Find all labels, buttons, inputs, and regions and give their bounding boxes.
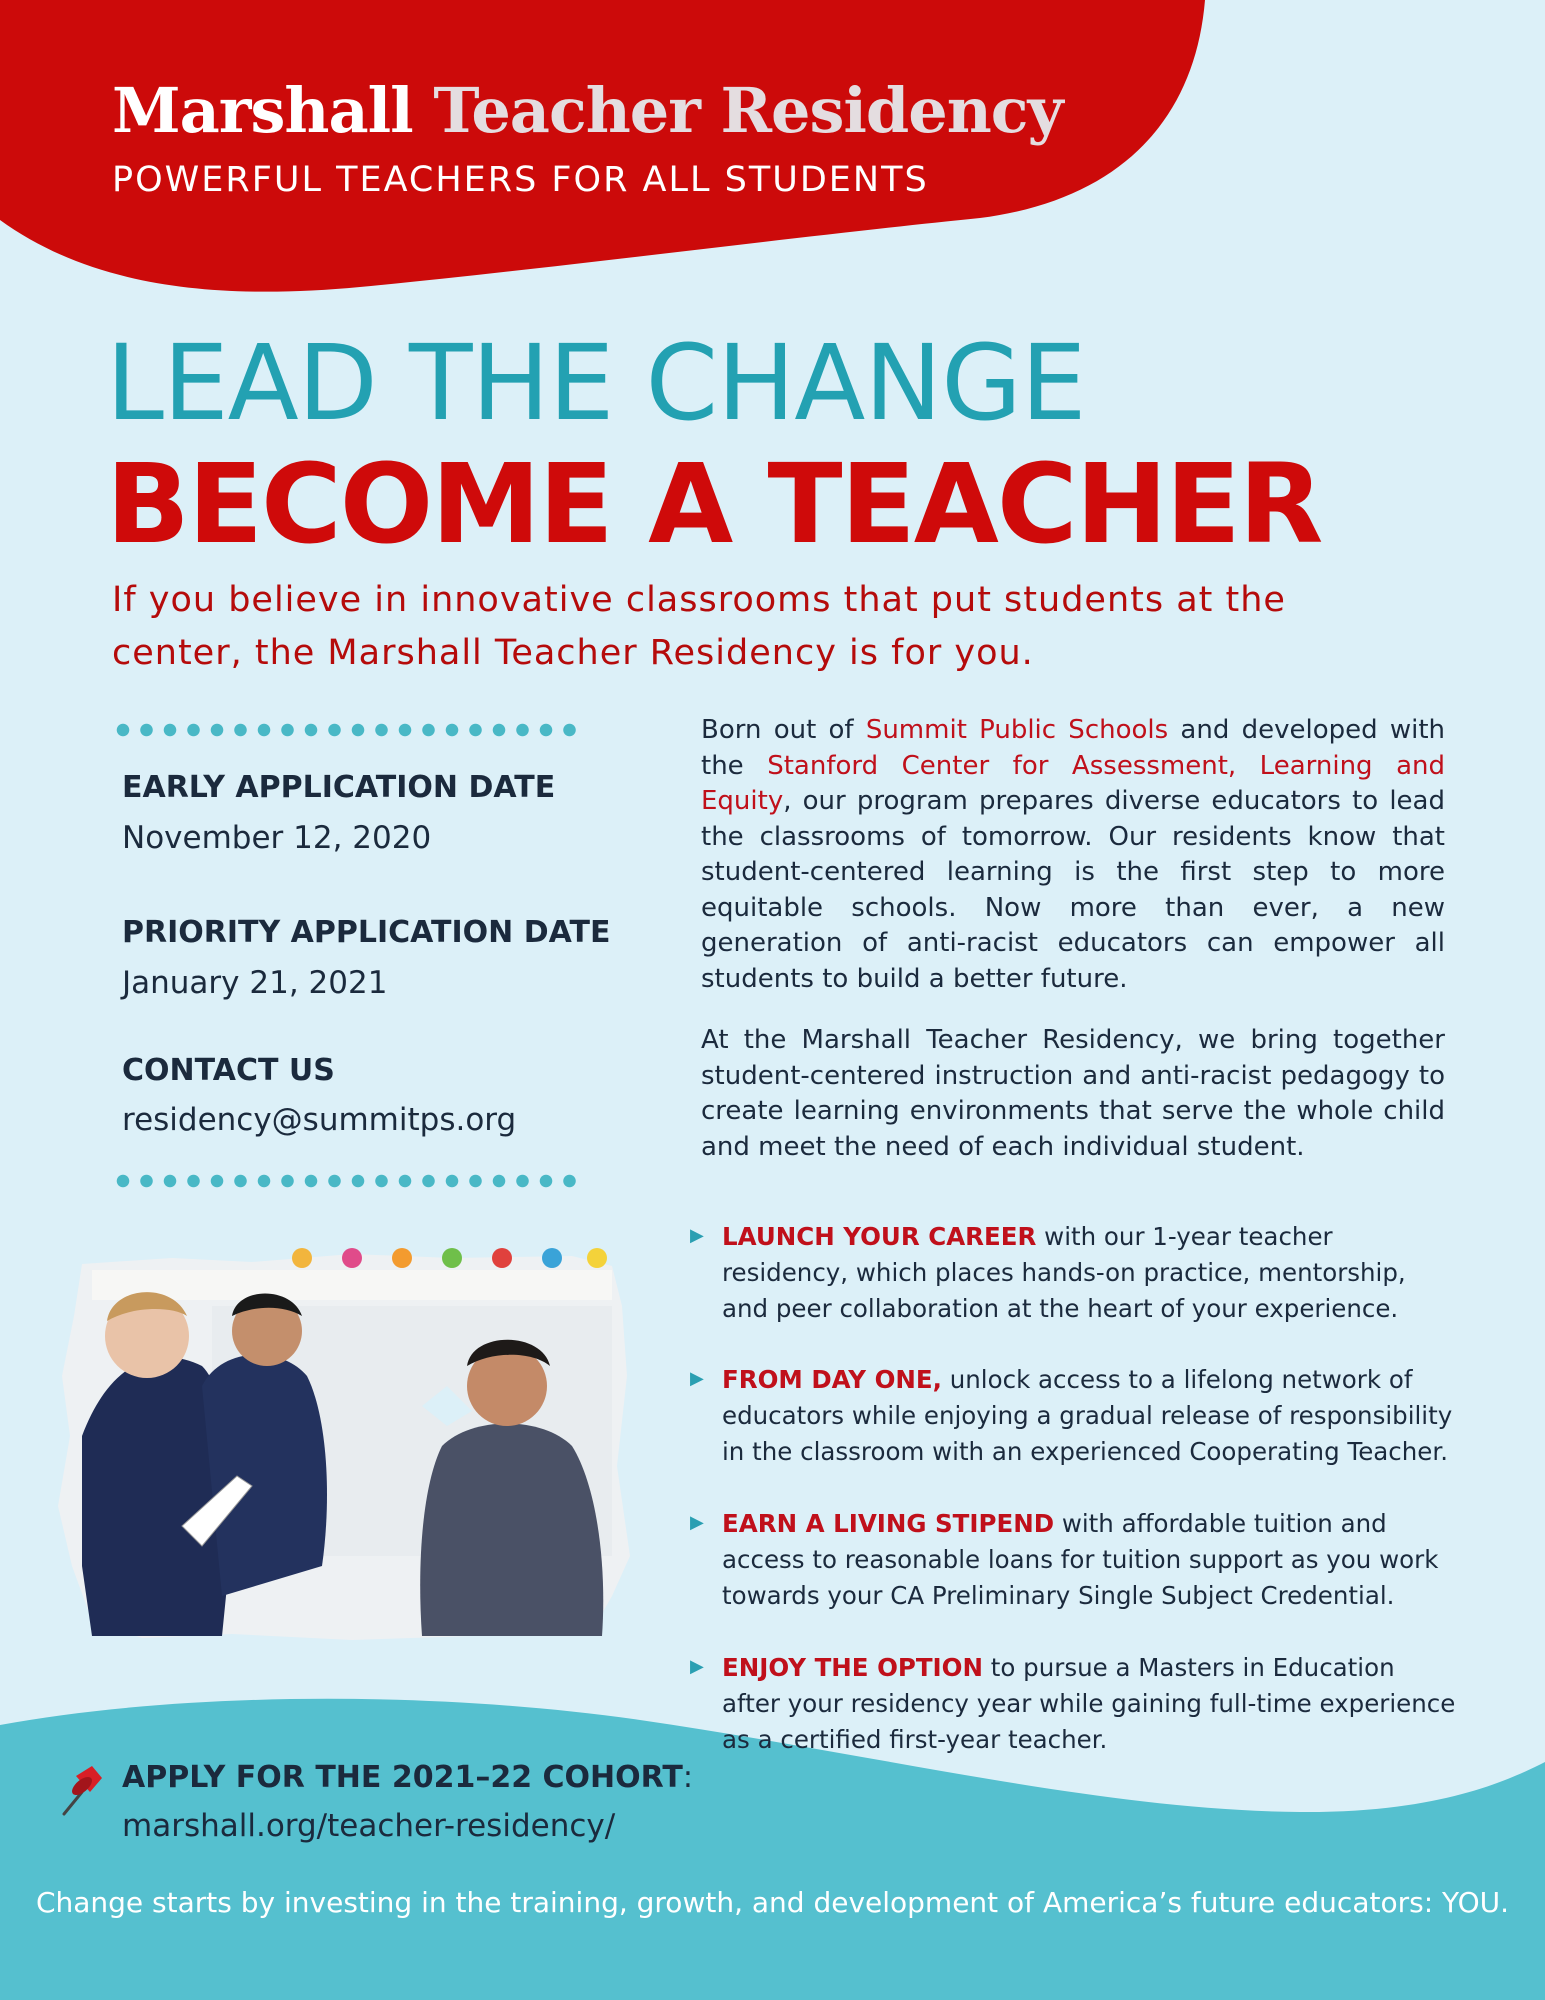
early-application-date: November 12, 2020 [122,820,432,856]
contact-email[interactable]: residency@summitps.org [122,1102,517,1138]
bullet-text [722,1650,1457,1758]
classroom-photo [52,1236,632,1646]
bullet-heading: FROM DAY ONE, [722,1365,942,1394]
early-application-label: EARLY APPLICATION DATE [122,770,556,805]
bullet-heading: LAUNCH YOUR CAREER [722,1222,1037,1251]
bullet-body: to pursue a Masters in Education after your residency year while gaining full-time experience as a certified first-year teacher. [722,1653,1456,1754]
apply-colon: : [682,1760,693,1795]
triangle-bullet-icon: ▶ [690,1225,704,1246]
bullet-heading: ENJOY THE OPTION [722,1653,984,1682]
about-paragraph-2: At the Marshall Teacher Residency, we bring together student-centered instruction and anti-racist pedagogy to create learning environments that serve the whole child and meet the need of each individual student. [701,1025,1445,1162]
dotted-divider-top [116,723,586,737]
priority-application-label: PRIORITY APPLICATION DATE [122,915,611,950]
bullet-text [722,1362,1457,1470]
brand-tagline: POWERFUL TEACHERS FOR ALL STUDENTS [112,160,929,200]
bullet-text [722,1506,1457,1614]
headline-become-a-teacher: BECOME A TEACHER [106,440,1322,568]
about-paragraph-1 [701,713,1445,997]
bullet-heading: EARN A LIVING STIPEND [722,1509,1055,1538]
footer-tagline: Change starts by investing in the training, growth, and development of America’s future educators: YOU. [35,1886,1510,1919]
about-text: and developed with the [701,715,1446,781]
priority-application-date: January 21, 2021 [122,965,388,1001]
brand-title-part2: Teacher Residency [433,74,1063,147]
apply-cohort-label [122,1760,693,1795]
intro-statement: If you believe in innovative classrooms that put students at the center, the Marshall Teacher Residency is for you. [112,580,1286,673]
brand-title [112,74,1063,147]
bullet-body: unlock access to a lifelong network of educators while enjoying a gradual release of responsibility in the classroom with an experienced Cooperating Teacher. [722,1365,1453,1466]
triangle-bullet-icon: ▶ [690,1656,704,1677]
summit-public-schools-link[interactable]: Summit Public Schools [865,715,1169,745]
triangle-bullet-icon: ▶ [690,1512,704,1533]
bullet-text [722,1219,1457,1327]
stanford-center-link[interactable]: Stanford Center for Assessment, Learning and Equity [701,750,1445,816]
triangle-bullet-icon: ▶ [690,1368,704,1389]
apply-url-link[interactable]: marshall.org/teacher-residency/ [122,1808,616,1844]
brand-title-part1: Marshall [112,74,434,147]
contact-label: CONTACT US [122,1053,335,1088]
about-text: , our program prepares diverse educators to lead the classrooms of tomorrow. Our residents know that student-centered learning is the first step to more equitable schools. Now more than ever, a new generation of anti-racist educators can empower all students to build a better future. [701,786,1445,994]
pushpin-icon [58,1762,104,1818]
bullet-body: with our 1-year teacher residency, which places hands-on practice, mentorship, and peer collaboration at the heart of your experience. [722,1222,1406,1323]
about-text: Born out of [701,715,866,745]
headline-lead-the-change: LEAD THE CHANGE [106,322,1086,444]
bullet-body: with affordable tuition and access to reasonable loans for tuition support as you work towards your CA Preliminary Single Subject Credential. [722,1509,1439,1610]
apply-cohort-text: APPLY FOR THE 2021–22 COHORT [122,1760,683,1795]
dotted-divider-bottom [116,1174,586,1188]
